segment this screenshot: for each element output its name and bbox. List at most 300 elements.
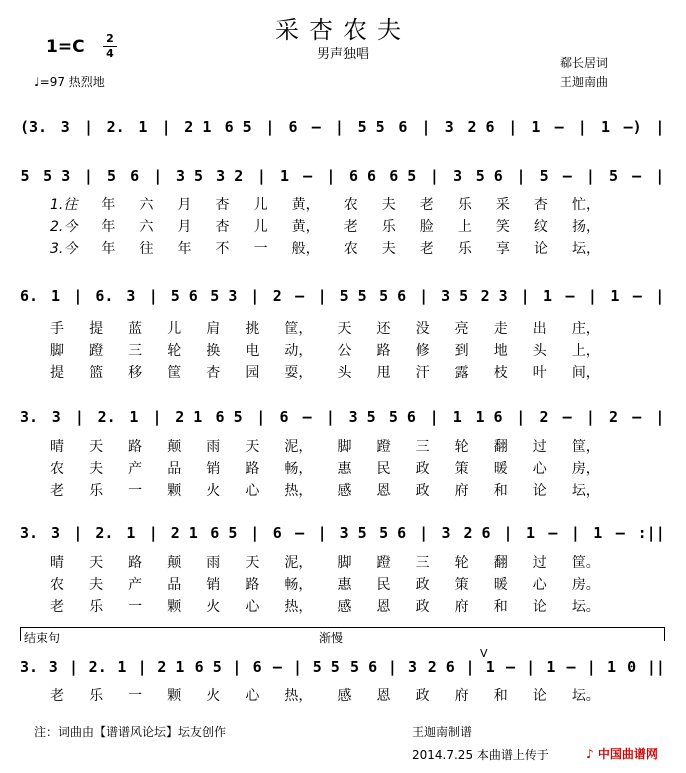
- site-logo[interactable]: [586, 745, 658, 762]
- note: 1: [129, 408, 139, 426]
- barline: :||: [637, 524, 665, 542]
- note: 1: [531, 118, 541, 136]
- barline: |: [577, 118, 587, 136]
- note: –: [632, 408, 642, 426]
- lyric-syllable: 般，: [291, 241, 320, 257]
- barline: |: [516, 408, 526, 426]
- note: –: [505, 658, 515, 676]
- note: 3 5: [339, 524, 367, 542]
- lyric-row: [50, 194, 600, 212]
- lyric-syllable: 销: [206, 461, 221, 477]
- lyric-syllable: 杏: [215, 219, 230, 235]
- lyric-syllable: 一: [128, 483, 143, 499]
- lyric-syllable: 蓝: [128, 321, 143, 337]
- barline: |: [326, 167, 336, 185]
- lyric-syllable: 轮: [167, 343, 182, 359]
- subtitle: 男声独唱: [316, 47, 369, 62]
- lyric-syllable: 天: [89, 439, 104, 455]
- lyric-syllable: 年: [101, 241, 116, 257]
- note: –): [623, 118, 642, 136]
- lyric-syllable: 民: [376, 577, 391, 593]
- lyric-syllable: 筐: [167, 365, 182, 381]
- barline: |: [317, 524, 327, 542]
- lyric-syllable: 杏: [215, 197, 230, 213]
- lyric-row: [50, 458, 600, 476]
- staff-line-4: [20, 404, 665, 434]
- lyric-row: [50, 340, 600, 358]
- lyric-syllable: 暖: [493, 461, 508, 477]
- note: 5 6: [350, 658, 378, 676]
- note: 6 5: [194, 658, 222, 676]
- note: 6: [279, 408, 289, 426]
- lyric-syllable: 提: [89, 321, 104, 337]
- barline: |: [570, 524, 580, 542]
- lyric-syllable: 蹬: [376, 555, 391, 571]
- lyric-syllable: 翻: [493, 439, 508, 455]
- note: –: [632, 167, 642, 185]
- note: –: [295, 524, 305, 542]
- lyric-syllable: 乐: [457, 197, 472, 213]
- lyric-syllable: 坛，: [571, 483, 600, 499]
- ending-bracket: [20, 627, 664, 628]
- lyric-syllable: 颠: [167, 439, 182, 455]
- lyric-syllable: 脚: [50, 343, 64, 359]
- note: 6 5: [389, 167, 417, 185]
- note: 5 6: [170, 287, 198, 305]
- note: 1: [606, 658, 616, 676]
- note: 3: [408, 658, 418, 676]
- lyric-syllable: 和: [493, 599, 508, 615]
- lyric-syllable: 晴: [50, 555, 64, 571]
- barline: |: [429, 167, 439, 185]
- barline: |: [334, 118, 344, 136]
- barline: |: [137, 658, 147, 676]
- note: 3.: [20, 408, 39, 426]
- barline: |: [421, 118, 431, 136]
- lyric-row: [50, 574, 600, 592]
- lyric-syllable: 手: [50, 321, 64, 337]
- lyric-syllable: 论: [532, 688, 547, 704]
- note: 3: [444, 118, 454, 136]
- lyric-syllable: 感: [337, 599, 352, 615]
- lyric-syllable: 六: [139, 219, 154, 235]
- note: 1: [610, 287, 620, 305]
- note: 5 6: [388, 408, 416, 426]
- lyric-row: [50, 596, 600, 614]
- lyric-syllable: 一: [128, 599, 143, 615]
- lyric-syllable: 汗: [415, 365, 430, 381]
- lyric-syllable: 天: [245, 439, 260, 455]
- note: 1: [126, 524, 136, 542]
- note: 2 6: [467, 118, 495, 136]
- composer-credit: 王迦南曲: [560, 75, 609, 89]
- lyric-syllable: 动，: [284, 343, 313, 359]
- lyric-syllable: 老: [50, 688, 64, 704]
- barline: |: [508, 118, 518, 136]
- note: 1: [117, 658, 127, 676]
- barline: |: [585, 167, 595, 185]
- note: –: [295, 287, 305, 305]
- barline: |: [587, 287, 597, 305]
- lyric-syllable: 颗: [167, 688, 182, 704]
- lyric-syllable: 府: [454, 599, 469, 615]
- barline: |: [419, 287, 429, 305]
- lyric-syllable: 翻: [493, 555, 508, 571]
- lyric-syllable: 销: [206, 577, 221, 593]
- note: 6: [130, 167, 140, 185]
- note: 6 5: [215, 408, 243, 426]
- lyric-syllable: 品: [167, 577, 182, 593]
- note: 1: [546, 658, 556, 676]
- lyric-syllable: 3.今: [50, 241, 78, 257]
- note: 2: [609, 408, 619, 426]
- lyric-syllable: 天: [89, 555, 104, 571]
- note: 3 5: [175, 167, 204, 185]
- lyric-row: [50, 362, 600, 380]
- lyric-syllable: 走: [493, 321, 508, 337]
- note: –: [615, 524, 625, 542]
- lyric-syllable: 亮: [454, 321, 469, 337]
- staff-line-3: [20, 283, 665, 313]
- lyric-syllable: 三: [415, 555, 430, 571]
- note: 3: [126, 287, 136, 305]
- lyric-syllable: 坛。: [571, 599, 600, 615]
- note: 3 5: [441, 287, 469, 305]
- lyric-syllable: 颗: [167, 599, 182, 615]
- note: 3.: [20, 524, 39, 542]
- lyric-syllable: 肩: [206, 321, 221, 337]
- logo-text: 中国曲谱网: [597, 747, 658, 761]
- lyric-syllable: 过: [532, 439, 547, 455]
- note: 2.: [88, 658, 107, 676]
- lyric-syllable: 地: [493, 343, 508, 359]
- barline: |: [526, 658, 536, 676]
- ending-label: 结束句: [24, 631, 61, 645]
- lyric-row: [50, 480, 600, 498]
- barline: |: [503, 524, 513, 542]
- note: 5: [539, 167, 549, 185]
- barline: |: [148, 524, 158, 542]
- note: 5: [20, 167, 30, 185]
- lyric-syllable: 头: [532, 343, 547, 359]
- note: –: [566, 658, 576, 676]
- note: 1: [452, 408, 462, 426]
- lyric-syllable: 筐。: [571, 555, 600, 571]
- note: –: [548, 524, 558, 542]
- note: 6 5: [224, 118, 252, 136]
- lyric-syllable: 轮: [454, 439, 469, 455]
- lyric-syllable: 论: [533, 241, 548, 257]
- barline: |: [83, 118, 93, 136]
- lyric-syllable: 年: [101, 219, 116, 235]
- lyric-syllable: 农: [343, 241, 358, 257]
- note: 5 5: [357, 118, 385, 136]
- barline: |: [520, 287, 530, 305]
- tempo-marking: ♩=97 热烈地: [34, 75, 105, 89]
- lyric-syllable: 府: [454, 483, 469, 499]
- lyric-syllable: 夫: [89, 577, 104, 593]
- lyric-syllable: 2.今: [50, 219, 78, 235]
- lyric-syllable: 惠: [337, 577, 352, 593]
- lyric-syllable: 心: [245, 483, 260, 499]
- note: –: [302, 408, 312, 426]
- lyric-syllable: 年: [101, 197, 116, 213]
- lyric-syllable: 年: [177, 241, 192, 257]
- lyric-syllable: 过: [532, 555, 547, 571]
- lyric-syllable: 老: [50, 483, 64, 499]
- note: –: [303, 167, 313, 185]
- note: –: [562, 167, 572, 185]
- lyricist-credit: 郗长居词: [560, 56, 609, 70]
- note: 3 2: [216, 167, 244, 185]
- lyric-syllable: 颗: [167, 483, 182, 499]
- lyric-syllable: 叶: [532, 365, 547, 381]
- note: 2.: [106, 118, 125, 136]
- note: 2.: [97, 408, 116, 426]
- lyric-syllable: 路: [128, 555, 143, 571]
- lyric-syllable: 耍，: [284, 365, 313, 381]
- lyric-syllable: 农: [343, 197, 358, 213]
- barline: |: [317, 287, 327, 305]
- note: 6 5: [210, 524, 238, 542]
- lyric-syllable: 策: [454, 577, 469, 593]
- lyric-syllable: 暖: [493, 577, 508, 593]
- lyric-syllable: 三: [415, 439, 430, 455]
- note: 6: [398, 118, 408, 136]
- notes: [20, 283, 665, 305]
- lyric-syllable: 路: [376, 343, 391, 359]
- note: 3: [51, 408, 61, 426]
- note: 3: [453, 167, 463, 185]
- barline: |: [419, 524, 429, 542]
- lyric-syllable: 畅，: [284, 577, 313, 593]
- lyric-syllable: 电: [245, 343, 260, 359]
- lyric-syllable: 脚: [337, 439, 352, 455]
- notes: [20, 114, 665, 136]
- lyric-syllable: 论: [532, 599, 547, 615]
- note: 1: [525, 524, 535, 542]
- lyric-syllable: 忙，: [571, 197, 600, 213]
- lyric-syllable: 农: [50, 577, 64, 593]
- lyric-syllable: 天: [337, 321, 352, 337]
- note: 6.: [20, 287, 39, 305]
- lyric-syllable: 政: [415, 461, 430, 477]
- note: 6: [252, 658, 262, 676]
- lyric-syllable: 出: [532, 321, 547, 337]
- barline: |: [256, 408, 266, 426]
- lyric-syllable: 上: [457, 219, 472, 235]
- note: 3: [441, 524, 451, 542]
- barline: |: [516, 167, 526, 185]
- barline: |: [256, 167, 266, 185]
- barline: |: [429, 408, 439, 426]
- lyric-syllable: 上，: [571, 343, 600, 359]
- barline: |: [161, 118, 171, 136]
- lyric-row: [50, 318, 600, 336]
- note: –: [311, 118, 321, 136]
- lyric-syllable: 脸: [419, 219, 434, 235]
- ending-bracket-left: [20, 627, 21, 641]
- barline: |: [250, 287, 260, 305]
- note: –: [632, 287, 642, 305]
- note: 2: [272, 287, 282, 305]
- barline: |: [387, 658, 397, 676]
- note: 2 1: [170, 524, 198, 542]
- note: 1: [50, 287, 61, 305]
- staff-line-1: [20, 114, 665, 144]
- meter-top: 2: [106, 32, 114, 45]
- lyric-syllable: 头: [337, 365, 352, 381]
- lyric-syllable: 还: [376, 321, 391, 337]
- barline: |: [265, 118, 275, 136]
- barline: |: [83, 167, 93, 185]
- lyric-syllable: 庄，: [571, 321, 600, 337]
- lyric-syllable: 路: [245, 577, 260, 593]
- lyric-syllable: 感: [337, 483, 352, 499]
- barline: |: [293, 658, 303, 676]
- lyric-syllable: 雨: [206, 439, 221, 455]
- lyric-syllable: 轮: [454, 555, 469, 571]
- lyric-syllable: 政: [415, 577, 430, 593]
- note: 5 6: [379, 287, 407, 305]
- footer-note: 注：词曲由【谱谱风论坛】坛友创作: [34, 725, 227, 739]
- lyric-syllable: 扬，: [571, 219, 600, 235]
- note: 5 3: [210, 287, 238, 305]
- barline: |: [153, 167, 163, 185]
- note: 5 6: [475, 167, 503, 185]
- barline: |: [585, 408, 595, 426]
- lyric-syllable: 热，: [284, 688, 313, 704]
- lyric-syllable: 享: [495, 241, 510, 257]
- lyric-syllable: 雨: [206, 555, 221, 571]
- note: 1 6: [475, 408, 503, 426]
- note: 1: [280, 167, 290, 185]
- lyric-syllable: 间，: [571, 365, 600, 381]
- lyric-syllable: 泥，: [284, 555, 313, 571]
- lyric-syllable: 提: [50, 365, 64, 381]
- lyric-syllable: 三: [128, 343, 143, 359]
- note: –: [272, 658, 282, 676]
- note: 2 1: [184, 118, 212, 136]
- lyric-syllable: 蹬: [89, 343, 104, 359]
- time-signature: [103, 33, 117, 60]
- lyric-syllable: 晴: [50, 439, 64, 455]
- lyric-syllable: 夫: [89, 461, 104, 477]
- lyric-syllable: 儿: [167, 321, 182, 337]
- lyric-syllable: 恩: [376, 599, 391, 615]
- lyric-syllable: 采: [495, 197, 510, 213]
- lyric-syllable: 政: [415, 599, 430, 615]
- lyric-syllable: 颠: [167, 555, 182, 571]
- note: 2: [539, 408, 549, 426]
- barline: |: [152, 408, 162, 426]
- barline: |: [655, 287, 665, 305]
- lyric-syllable: 心: [245, 599, 260, 615]
- lyric-syllable: 露: [454, 365, 469, 381]
- lyric-syllable: 论: [532, 483, 547, 499]
- lyric-syllable: 天: [245, 555, 260, 571]
- lyric-syllable: 乐: [381, 219, 396, 235]
- barline: ||: [646, 658, 665, 676]
- lyric-syllable: 热，: [284, 483, 313, 499]
- lyric-syllable: 往: [139, 241, 154, 257]
- barline: |: [68, 658, 78, 676]
- barline: |: [655, 408, 665, 426]
- footer-maker: 王迦南制谱: [412, 725, 473, 739]
- lyric-syllable: 六: [139, 197, 154, 213]
- lyric-syllable: 老: [419, 241, 434, 257]
- note: 2 3: [480, 287, 508, 305]
- lyric-syllable: 乐: [89, 599, 104, 615]
- note: –: [565, 287, 575, 305]
- lyric-syllable: 热，: [284, 599, 313, 615]
- lyric-syllable: 移: [128, 365, 143, 381]
- barline: |: [73, 524, 83, 542]
- lyric-syllable: 儿: [253, 197, 268, 213]
- ending-bracket-right: [664, 627, 665, 641]
- lyric-syllable: 枝: [493, 365, 508, 381]
- lyric-syllable: 火: [206, 483, 221, 499]
- staff-line-6: [20, 654, 665, 684]
- lyric-syllable: 老: [419, 197, 434, 213]
- lyric-syllable: 路: [128, 439, 143, 455]
- note: (3.: [20, 118, 48, 136]
- barline: |: [586, 658, 596, 676]
- barline: |: [465, 658, 475, 676]
- lyric-syllable: 蹬: [376, 439, 391, 455]
- lyric-row: [50, 238, 600, 256]
- note: 1: [593, 524, 603, 542]
- lyric-syllable: 修: [415, 343, 430, 359]
- lyric-syllable: 一: [128, 688, 143, 704]
- note: 3: [50, 524, 61, 542]
- lyric-syllable: 和: [493, 688, 508, 704]
- note: 5: [609, 167, 619, 185]
- lyric-syllable: 没: [415, 321, 430, 337]
- note: 3 5: [348, 408, 376, 426]
- lyric-syllable: 火: [206, 688, 221, 704]
- lyric-syllable: 到: [454, 343, 469, 359]
- note: 2.: [95, 524, 114, 542]
- note: –: [562, 408, 572, 426]
- lyric-syllable: 月: [177, 197, 192, 213]
- note: 6 6: [348, 167, 377, 185]
- lyric-syllable: 房，: [571, 461, 600, 477]
- lyric-syllable: 笑: [495, 219, 510, 235]
- lyric-syllable: 纹: [533, 219, 548, 235]
- staff-line-2: [20, 163, 665, 193]
- lyric-syllable: 泥，: [284, 439, 313, 455]
- lyric-syllable: 路: [245, 461, 260, 477]
- notes: [20, 404, 665, 426]
- note: 1: [485, 658, 495, 676]
- lyric-syllable: 杏: [206, 365, 221, 381]
- lyric-syllable: 产: [128, 461, 143, 477]
- lyric-syllable: 篮: [89, 365, 104, 381]
- barline: |: [655, 118, 665, 136]
- lyric-syllable: 乐: [457, 241, 472, 257]
- lyric-syllable: 和: [493, 483, 508, 499]
- meter-bottom: 4: [106, 47, 114, 60]
- lyric-syllable: 杏: [533, 197, 548, 213]
- note: 6.: [95, 287, 114, 305]
- lyric-syllable: 乐: [89, 688, 104, 704]
- note: 3.: [20, 658, 39, 676]
- note: 6: [272, 524, 282, 542]
- notes: [20, 163, 665, 185]
- lyric-syllable: 恩: [376, 483, 391, 499]
- lyric-syllable: 公: [337, 343, 352, 359]
